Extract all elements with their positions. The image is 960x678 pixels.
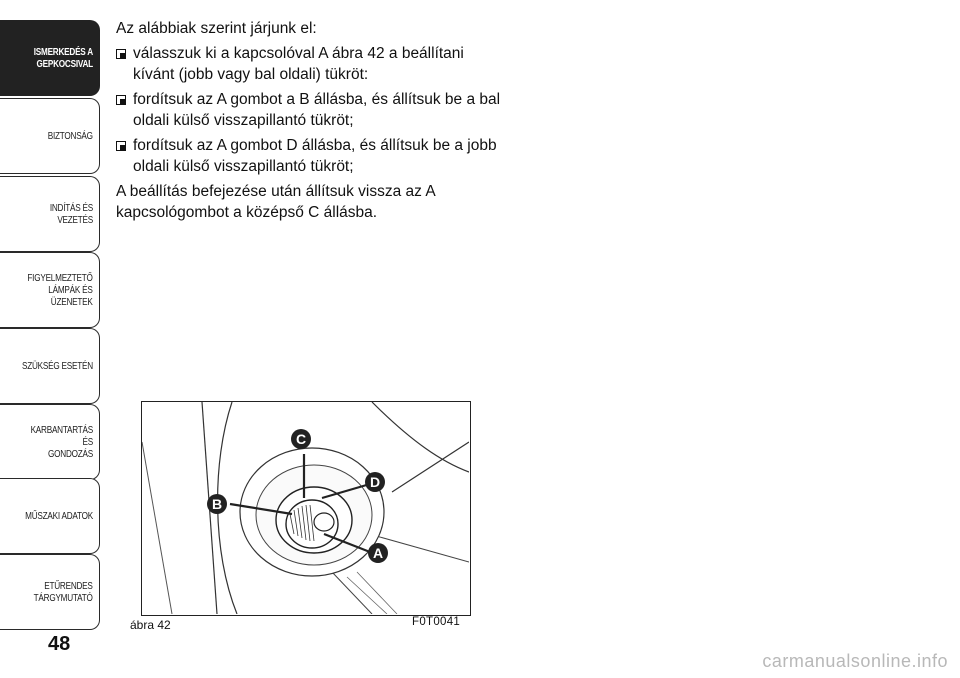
list-item	[116, 43, 501, 85]
list-item-text: fordítsuk az A gombot D állásba, és állítsuk be a jobb oldali külső visszapillantó tükröt;	[133, 137, 497, 175]
mirror-switch-figure	[141, 401, 471, 616]
tab-inditas[interactable]	[0, 176, 100, 252]
label-a: A	[372, 545, 384, 561]
tab-figyelmezteto[interactable]	[0, 252, 100, 328]
figure-caption: ábra 42	[130, 618, 171, 632]
checkbox-bullet-icon	[116, 95, 126, 105]
tab-label: INDÍTÁS ÉS VEZETÉS	[49, 202, 93, 226]
tab-label: BIZTONSÁG	[47, 130, 93, 142]
checkbox-bullet-icon	[116, 141, 126, 151]
instruction-text	[116, 18, 501, 227]
list-item	[116, 89, 501, 131]
tab-label: FIGYELMEZTETŐ LÁMPÁK ÉS ÜZENETEK	[27, 272, 93, 308]
label-b: B	[211, 496, 223, 512]
mirror-switch-illustration	[142, 402, 469, 614]
intro-text: Az alábbiak szerint járjunk el:	[116, 20, 317, 37]
tab-ismerkedes[interactable]	[0, 20, 100, 96]
tab-label: MŰSZAKI ADATOK	[25, 510, 93, 522]
tab-label: SZÜKSÉG ESETÉN	[22, 360, 93, 372]
tab-biztonsag[interactable]	[0, 98, 100, 174]
tab-karbantartas[interactable]	[0, 404, 100, 480]
label-d: D	[369, 474, 381, 490]
list-item	[116, 135, 501, 177]
figure-code: F0T0041	[412, 616, 461, 628]
closing-text: A beállítás befejezése után állítsuk vissza az A kapcsológombot a középső C állásba.	[116, 183, 435, 221]
tab-szukseg[interactable]	[0, 328, 100, 404]
tab-label: KARBANTARTÁS ÉS GONDOZÁS	[30, 424, 93, 460]
checkbox-bullet-icon	[116, 49, 126, 59]
tab-label: ISMERKEDÉS A GEPKOCSIVAL	[33, 46, 93, 70]
watermark: carmanualsonline.info	[762, 651, 948, 671]
page-number: 48	[48, 633, 71, 655]
tab-muszaki[interactable]	[0, 478, 100, 554]
tab-label: ETŰRENDES TÁRGYMUTATÓ	[34, 580, 93, 604]
list-item-text: fordítsuk az A gombot a B állásba, és állítsuk be a bal oldali külső visszapillantó tükröt;	[133, 91, 501, 129]
label-c: C	[295, 431, 307, 447]
list-item-text: válasszuk ki a kapcsolóval A ábra 42 a beállítani kívánt (jobb vagy bal oldali) tükröt:	[133, 45, 464, 83]
tab-targymutato[interactable]	[0, 554, 100, 630]
